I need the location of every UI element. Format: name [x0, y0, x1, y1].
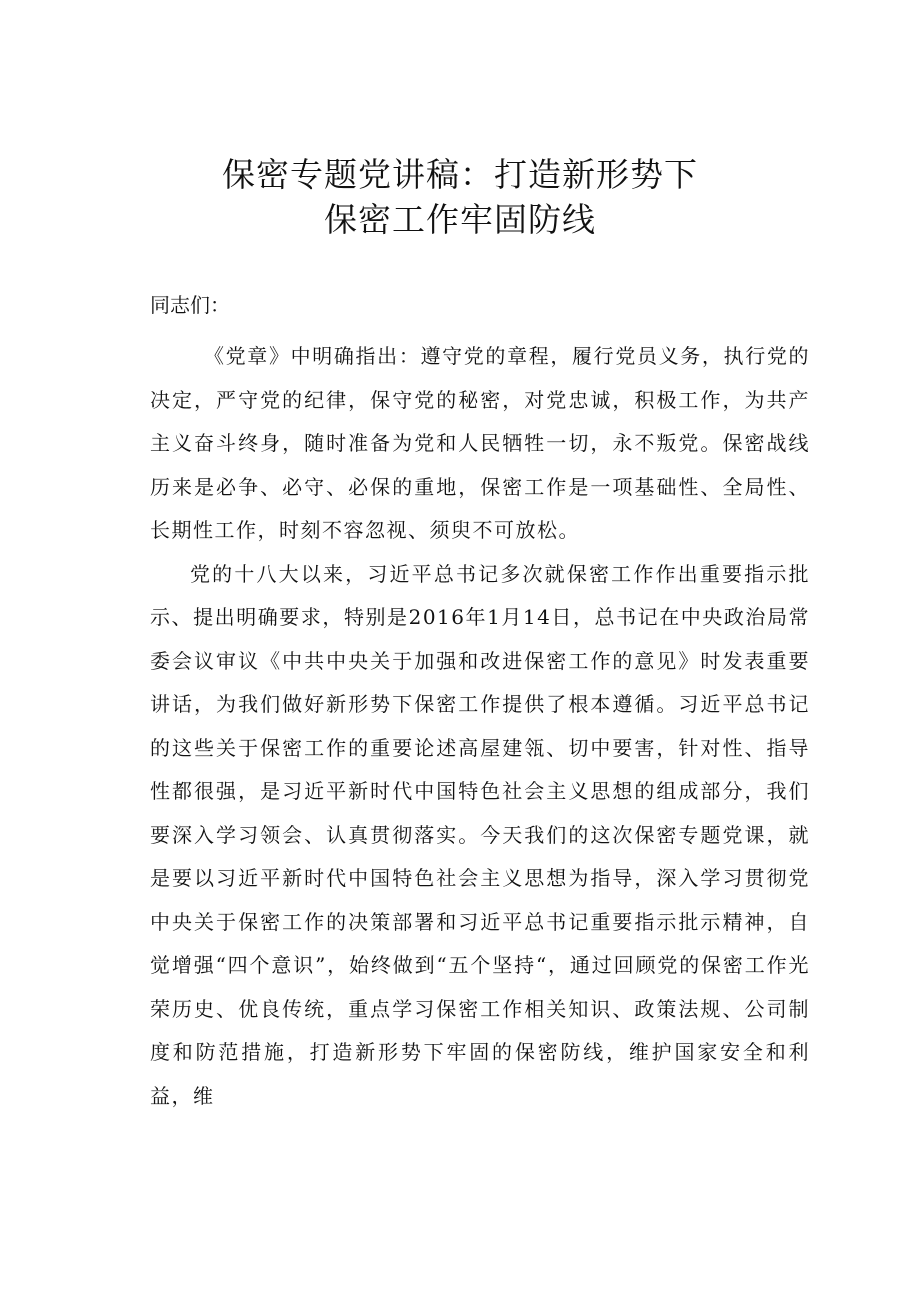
paragraph-1: 《党章》中明确指出：遵守党的章程，履行党员义务，执行党的决定，严守党的纪律，保守党的秘密，对党忠诚，积极工作，为共产主义奋斗终身，随时准备为党和人民牺牲一切，永不叛党。保密战线历来是必争、必守、必保的重地，保密工作是一项基础性、全局性、长期性工作，时刻不容忽视、须臾不可放松。: [150, 344, 810, 542]
title-line-2: 保密工作牢固防线: [324, 200, 596, 239]
salutation: 同志们：: [150, 293, 230, 317]
paragraph-2: 党的十八大以来，习近平总书记多次就保密工作作出重要指示批示、提出明确要求，特别是2016年1月14日，总书记在中央政治局常委会议审议《中共中央关于加强和改进保密工作的意见》时发表重要讲话，为我们做好新形势下保密工作提供了根本遵循。习近平总书记的这些关于保密工作的重要论述高屋建瓴、切中要害，针对性、指导性都很强，是习近平新时代中国特色社会主义思想的组成部分，我们要深入学习领会、认真贯彻落实。今天我们的这次保密专题党课，就是要以习近平新时代中国特色社会主义思想为指导，深入学习贯彻党中央关于保密工作的决策部署和习近平总书记重要指示批示精神，自觉增强“四个意识”，始终做到“五个坚持“，通过回顾党的保密工作光荣历史、优良传统，重点学习保密工作相关知识、政策法规、公司制度和防范措施，打造新形势下牢固的保密防线，维护国家安全和利益，维: [150, 561, 810, 1108]
body-text: [150, 335, 810, 1118]
title-line-1: 保密专题党讲稿：打造新形势下: [222, 155, 698, 194]
